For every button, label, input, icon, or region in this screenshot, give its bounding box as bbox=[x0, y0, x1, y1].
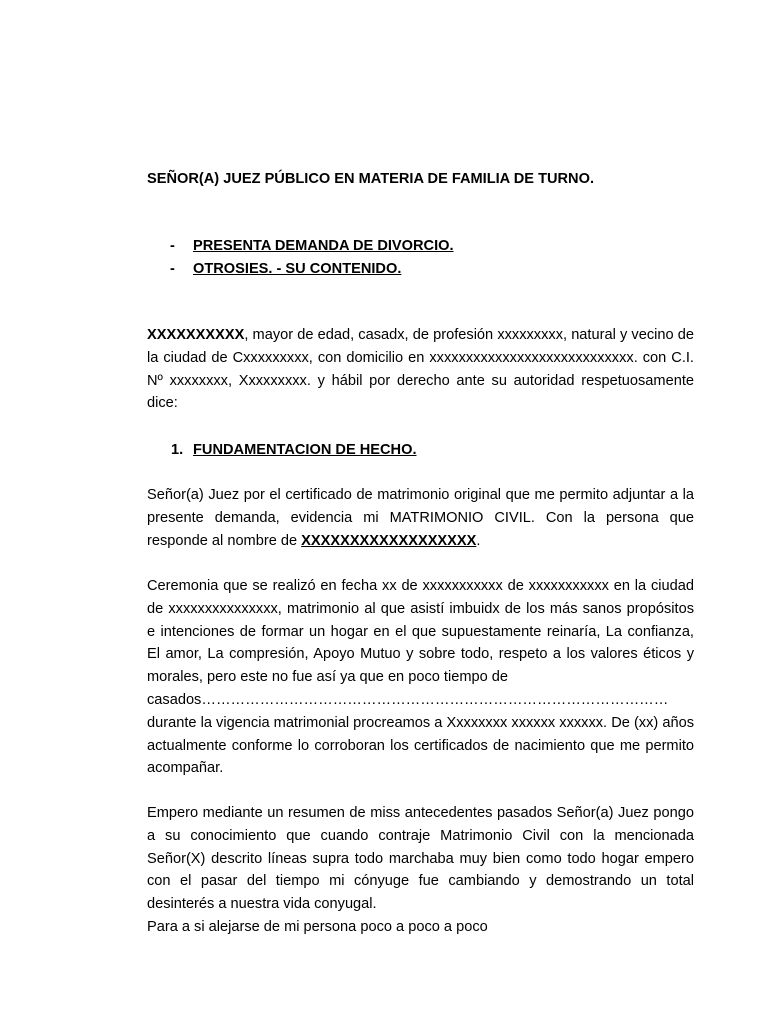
paragraph-text: Empero mediante un resumen de miss antecedentes pasados Señor(a) Juez pongo a su conocimiento que cuando contraje Matrimonio Civil con la mencionada Señor(X) descrito líneas supra todo marchaba muy bien como todo hogar empero con el pasar del tiempo mi cónyuge fue cambiando y demostrando un total desinterés a nuestra vida conyugal. bbox=[147, 805, 694, 913]
paragraph-end: . bbox=[476, 532, 481, 549]
section-heading-hechos bbox=[147, 439, 718, 462]
dash-list bbox=[147, 235, 694, 281]
paragraph-antecedentes bbox=[147, 802, 694, 939]
dash-bullet: - bbox=[170, 260, 175, 277]
dash-item-otrosies bbox=[147, 258, 694, 281]
paragraph-text: Señor(a) Juez por el certificado de matrimonio original que me permito adjuntar a la presente demanda, evidencia mi MATRIMONIO CIVIL. Con la persona que responde al nombre de bbox=[147, 487, 694, 549]
spouse-name: XXXXXXXXXXXXXXXXXX bbox=[301, 532, 477, 549]
paragraph-text: Ceremonia que se realizó en fecha xx de xxxxxxxxxxx de xxxxxxxxxxx en la ciudad de xxxxxxxxxxxxxxx, matrimonio al que asistí imbuidx de los más sanos propósitos e intenciones de formar un hogar en el que supuestamente reinaría, La confianza, El amor, La compresión, Apoyo Mutuo y sobre todo, respeto a los valores éticos y morales, pero este no fue así ya que en poco tiempo de bbox=[147, 578, 694, 686]
dash-bullet: - bbox=[170, 238, 175, 254]
paragraph-certificado bbox=[147, 484, 694, 552]
paragraph-continuation: durante la vigencia matrimonial procreamos a Xxxxxxxx xxxxxx xxxxxx. De (xx) años actualmente conforme lo corroboran los certificados de nacimiento que me permito acompañar. bbox=[147, 714, 694, 777]
intro-paragraph bbox=[147, 324, 694, 415]
section-title: FUNDAMENTACION DE HECHO. bbox=[193, 442, 417, 458]
intro-text: , mayor de edad, casadx, de profesión xxxxxxxxx, natural y vecino de la ciudad de Cxxxxxxxxx, con domicilio en xxxxxxxxxxxxxxxxxxxxxxxxxxxx. con C.I. Nº xxxxxxxx, Xxxxxxxxx. y hábil por derecho ante su autoridad respetuosamente dice: bbox=[147, 327, 694, 412]
document-title: SEÑOR(A) JUEZ PÚBLICO EN MATERIA DE FAMILIA DE TURNO. bbox=[147, 171, 595, 187]
dotted-line: casados…………………………………………………………………………………… bbox=[147, 691, 669, 708]
paragraph-ceremonia bbox=[147, 575, 694, 780]
section-number: 1. bbox=[171, 442, 184, 458]
dash-item-label: OTROSIES. - SU CONTENIDO. bbox=[193, 260, 402, 277]
paragraph-last-line: Para a si alejarse de mi persona poco a poco a poco bbox=[147, 918, 488, 935]
plaintiff-name: XXXXXXXXXX bbox=[147, 327, 245, 343]
dash-item-demanda bbox=[147, 235, 694, 258]
dash-item-label: PRESENTA DEMANDA DE DIVORCIO. bbox=[193, 238, 454, 254]
